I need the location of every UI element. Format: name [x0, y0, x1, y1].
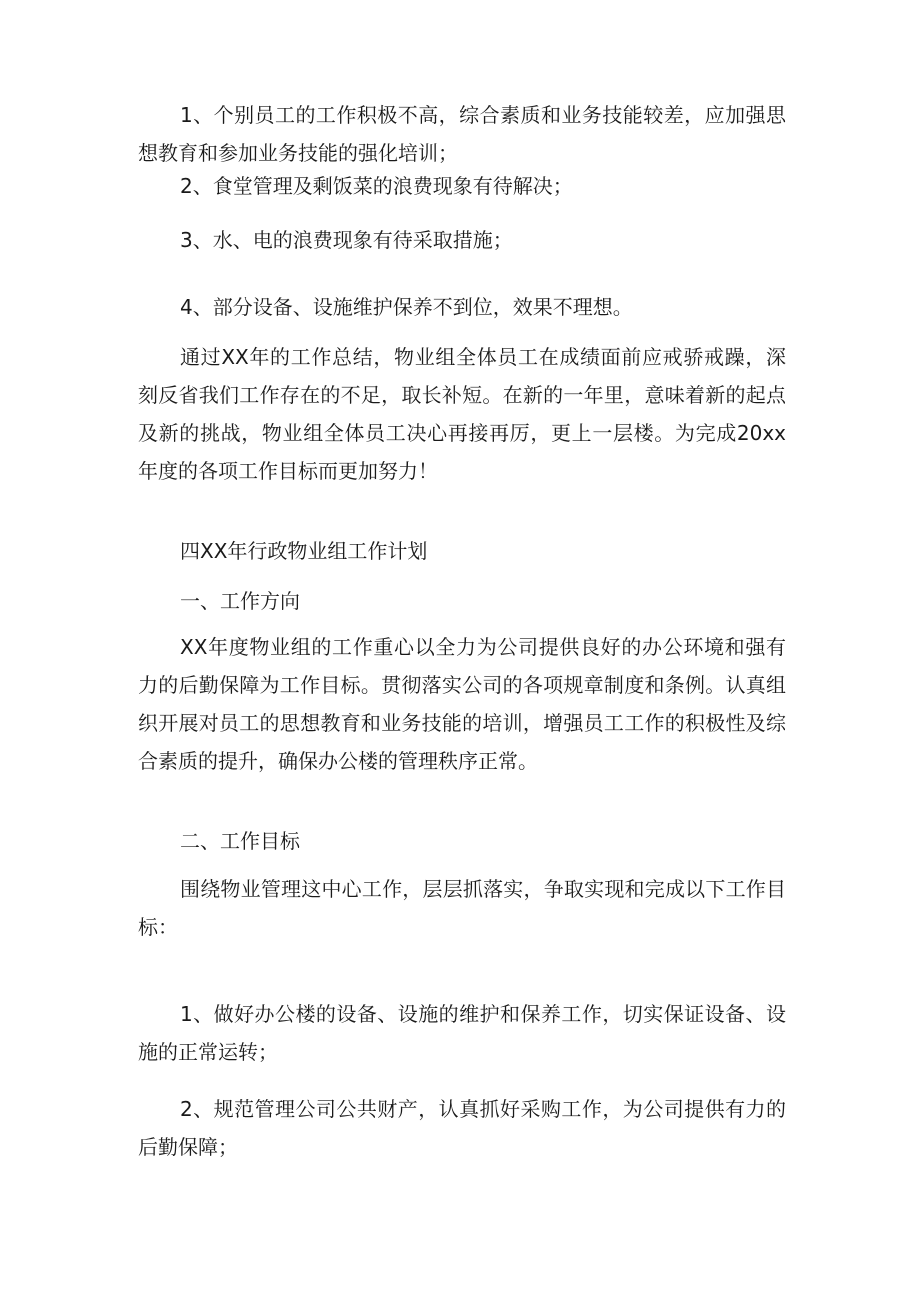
paragraph-issue-2: 2、食堂管理及剩饭菜的浪费现象有待解决；	[180, 174, 573, 198]
paragraph-issue-4: 4、部分设备、设施维护保养不到位，效果不理想。	[180, 295, 633, 319]
subheading-work-goals: 二、工作目标	[180, 829, 300, 853]
paragraph-issue-3: 3、水、电的浪费现象有待采取措施；	[180, 228, 513, 252]
paragraph-goal-2: 2、规范管理公司公共财产，认真抓好采购工作，为公司提供有力的后勤保障；	[138, 1097, 786, 1159]
section-heading-plan: 四XX年行政物业组工作计划	[180, 539, 428, 563]
paragraph-goal-1: 1、做好办公楼的设备、设施的维护和保养工作，切实保证设备、设施的正常运转；	[138, 1002, 786, 1064]
paragraph-issue-1: 1、个别员工的工作积极不高，综合素质和业务技能较差，应加强思想教育和参加业务技能的强化培训；	[138, 103, 786, 165]
paragraph-work-direction: XX年度物业组的工作重心以全力为公司提供良好的办公环境和强有力的后勤保障为工作目标。贯彻落实公司的各项规章制度和条例。认真组织开展对员工的思想教育和业务技能的培训，增强员工工作的积极性及综合素质的提升，确保办公楼的管理秩序正常。	[138, 635, 786, 773]
paragraph-goals-intro: 围绕物业管理这中心工作，层层抓落实，争取实现和完成以下工作目标：	[138, 877, 786, 939]
paragraph-summary: 通过XX年的工作总结，物业组全体员工在成绩面前应戒骄戒躁，深刻反省我们工作存在的不足，取长补短。在新的一年里，意味着新的起点及新的挑战，物业组全体员工决心再接再厉，更上一层楼。为完成20xx年度的各项工作目标而更加努力！	[138, 345, 786, 483]
subheading-work-direction: 一、工作方向	[180, 589, 300, 613]
